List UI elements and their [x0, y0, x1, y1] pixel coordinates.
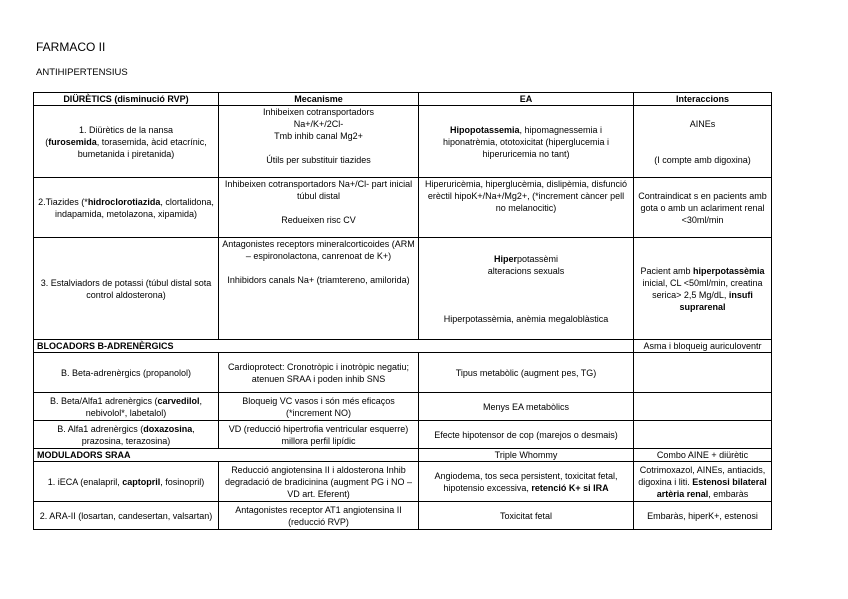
mechanism-cell: Antagonistes receptor AT1 angiotensina II (reducció RVP) [219, 502, 419, 530]
ea-cell: Menys EA metabòlics [419, 393, 634, 421]
ea-cell: Hiperpotassèmi alteracions sexuals Hiperpotassèmia, anèmia megaloblàstica [419, 238, 634, 340]
section-row [34, 449, 772, 462]
drug-cell: 3. Estalviadors de potassi (túbul distal sota control aldosterona) [34, 238, 219, 340]
section-title: MODULADORS SRAA [34, 449, 419, 462]
drug-cell: 2. ARA-II (losartan, candesertan, valsartan) [34, 502, 219, 530]
interactions-cell: Cotrimoxazol, AINEs, antiacids, digoxina i liti. Estenosi bilateral artèria renal, embaràs [634, 462, 772, 502]
interactions-cell [634, 393, 772, 421]
mechanism-cell: Inhibeixen cotransportadors Na+/Cl- part inicial túbul distal Redueixen risc CV [219, 178, 419, 238]
ea-cell: Toxicitat fetal [419, 502, 634, 530]
interactions-cell [634, 421, 772, 449]
drug-cell: B. Alfa1 adrenèrgics (doxazosina, prazosina, terazosina) [34, 421, 219, 449]
mechanism-cell: Cardioprotect: Cronotròpic i inotròpic negatiu; atenuen SRAA i poden inhib SNS [219, 353, 419, 393]
interactions-cell: Contraindicat s en pacients amb gota o amb un aclariment renal <30ml/min [634, 178, 772, 238]
interactions-cell: Pacient amb hiperpotassèmia inicial, CL <50ml/min, creatina serica> 2,5 Mg/dL, insufi suprarenal [634, 238, 772, 340]
ea-cell: Angiodema, tos seca persistent, toxicitat fetal, hipotensio excessiva, retenció K+ si IRA [419, 462, 634, 502]
section-row [34, 340, 772, 353]
section-title: BLOCADORS B-ADRENÈRGICS [34, 340, 634, 353]
drug-cell: 2.Tiazides (*hidroclorotiazida, clortalidona, indapamida, metolazona, xipamida) [34, 178, 219, 238]
table-row [34, 178, 772, 238]
mechanism-cell: Antagonistes receptors mineralcorticoides (ARM – espironolactona, canrenoat de K+) Inhibidors canals Na+ (triamtereno, amilorida) [219, 238, 419, 340]
document-subtitle: ANTIHIPERTENSIUS [36, 67, 128, 78]
header-interactions: Interaccions [634, 93, 772, 106]
table-row [34, 502, 772, 530]
document-title: FARMACO II [36, 40, 106, 54]
table-row [34, 353, 772, 393]
table-row [34, 421, 772, 449]
drug-cell: B. Beta/Alfa1 adrenèrgics (carvedilol, nebivolol*, labetalol) [34, 393, 219, 421]
interactions-cell [634, 353, 772, 393]
header-group: DIÜRÈTICS (disminució RVP) [34, 93, 219, 106]
drug-cell: 1. iECA (enalapril, captopril, fosinopril) [34, 462, 219, 502]
section-interactions: Combo AINE + diürètic [634, 449, 772, 462]
mechanism-cell: Inhibeixen cotransportadors Na+/K+/2Cl- Tmb inhib canal Mg2+ Útils per substituir tiazides [219, 106, 419, 178]
header-row [34, 93, 772, 106]
drug-list: (furosemida, torasemida, àcid etacrínic, bumetanida i piretanida) [45, 136, 207, 159]
drug-cell [34, 106, 219, 178]
antihypertensive-table [33, 92, 772, 530]
interactions-cell: AINEs (I compte amb digoxina) [634, 106, 772, 178]
interactions-cell: Embaràs, hiperK+, estenosi [634, 502, 772, 530]
mechanism-cell: Reducció angiotensina II i aldosterona Inhib degradació de bradicinina (augment PG i NO – VD art. Eferent) [219, 462, 419, 502]
header-ea: EA [419, 93, 634, 106]
section-ea: Triple Whommy [419, 449, 634, 462]
ea-cell: Hiperuricèmia, hiperglucèmia, dislipèmia, disfunció erèctil hipoK+/Na+/Mg2+, (*increment càncer pell no melanocitic) [419, 178, 634, 238]
table-row [34, 462, 772, 502]
section-interactions: Asma i bloqueig auriculoventr [634, 340, 772, 353]
table-row [34, 106, 772, 178]
ea-cell: Efecte hipotensor de cop (marejos o desmais) [419, 421, 634, 449]
drug-name: 1. Diürètics de la nansa [78, 124, 174, 135]
ea-cell: Hipopotassemia, hipomagnessemia i hiponatrèmia, ototoxicitat (hiperglucemia i hiperuricemia no tant) [419, 106, 634, 178]
mechanism-cell: Bloqueig VC vasos i són més eficaços (*increment NO) [219, 393, 419, 421]
table-row [34, 238, 772, 340]
drug-cell: B. Beta-adrenèrgics (propanolol) [34, 353, 219, 393]
header-mechanism: Mecanisme [219, 93, 419, 106]
ea-cell: Tipus metabòlic (augment pes, TG) [419, 353, 634, 393]
mechanism-cell: VD (reducció hipertrofia ventricular esquerre) millora perfil lipídic [219, 421, 419, 449]
table-row [34, 393, 772, 421]
